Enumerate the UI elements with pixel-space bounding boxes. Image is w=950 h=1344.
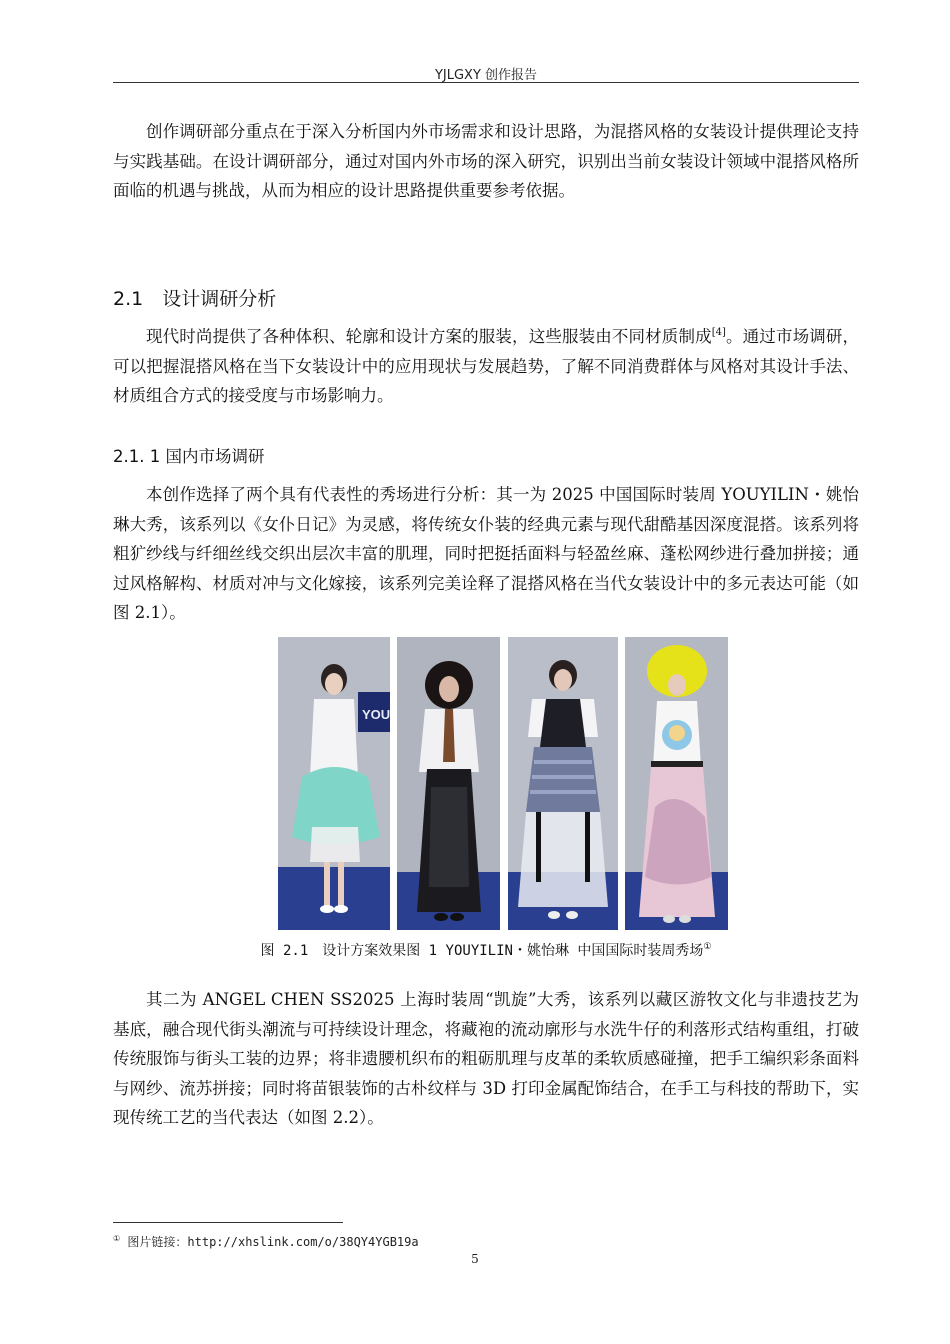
caption-text: 图 2.1 设计方案效果图 1 YOUYILIN・姚怡琳 中国国际时装周秀场: [260, 943, 704, 959]
paragraph-text-a: 现代时尚提供了各种体积、轮廓和设计方案的服装，这些服装由不同材质制成: [146, 327, 712, 346]
footnote-mark: ①: [703, 942, 712, 952]
footnote-rule: [113, 1222, 343, 1223]
footnote-marker: ①: [113, 1234, 121, 1243]
section-heading-2-1-1: 2.1. 1 国内市场调研: [113, 447, 265, 466]
section-2-1-paragraph: [113, 322, 859, 411]
page-number: 5: [471, 1252, 479, 1266]
section-2-1-1-paragraph: 本创作选择了两个具有代表性的秀场进行分析：其一为 2025 中国国际时装周 YOUYILIN・姚怡琳大秀，该系列以《女仆日记》为灵感，将传统女仆装的经典元素与现代甜酷基因深度混搭。该系列将粗犷纱线与纤细丝线交织出层次丰富的肌理，同时把挺括面料与轻盈丝麻、蓬松网纱进行叠加拼接；通过风格解构、材质对冲与文化嫁接，该系列完美诠释了混搭风格在当代女装设计中的多元表达可能（如图 2.1）。: [113, 485, 859, 622]
runway-photo-1: [278, 637, 390, 930]
running-header: YJLGXY 创作报告: [434, 68, 538, 83]
footnote-text: 图片链接：http://xhslink.com/o/38QY4YGB19a: [127, 1235, 419, 1249]
angel-chen-paragraph: 其二为 ANGEL CHEN SS2025 上海时装周“凯旋”大秀，该系列以藏区游牧文化与非遗技艺为基底，融合现代街头潮流与可持续设计理念，将藏袍的流动廓形与水洗牛仔的利落形式结构重组，打破传统服饰与街头工装的边界；将非遗腰机织布的粗砺肌理与皮革的柔软质感碰撞，把手工编织彩条面料与网纱、流苏拼接；同时将苗银装饰的古朴纹样与 3D 打印金属配饰结合，在手工与科技的帮助下，实现传统工艺的当代表达（如图 2.2）。: [113, 990, 859, 1127]
runway-photo-2: [397, 637, 500, 930]
stage-text: YOU: [362, 707, 390, 722]
figure-caption: [113, 940, 859, 960]
intro-paragraph: 创作调研部分重点在于深入分析国内外市场需求和设计思路，为混搭风格的女装设计提供理论支持与实践基础。在设计调研部分，通过对国内外市场的深入研究，识别出当前女装设计领域中混搭风格所面临的机遇与挑战，从而为相应的设计思路提供重要参考依据。: [113, 122, 859, 200]
runway-photo-3: [508, 637, 618, 930]
runway-photo-4: [625, 637, 728, 930]
citation-ref: [4]: [711, 327, 726, 338]
paragraph-text-b: 。通过市场调研，可以把握混搭风格在当下女装设计中的应用现状与发展趋势，了解不同消费群体与风格对其设计手法、材质组合方式的接受度与市场影响力。: [113, 327, 860, 405]
section-heading-2-1: 2.1 设计调研分析: [113, 288, 277, 310]
header-rule: [113, 82, 859, 83]
footnote: [113, 1233, 419, 1250]
